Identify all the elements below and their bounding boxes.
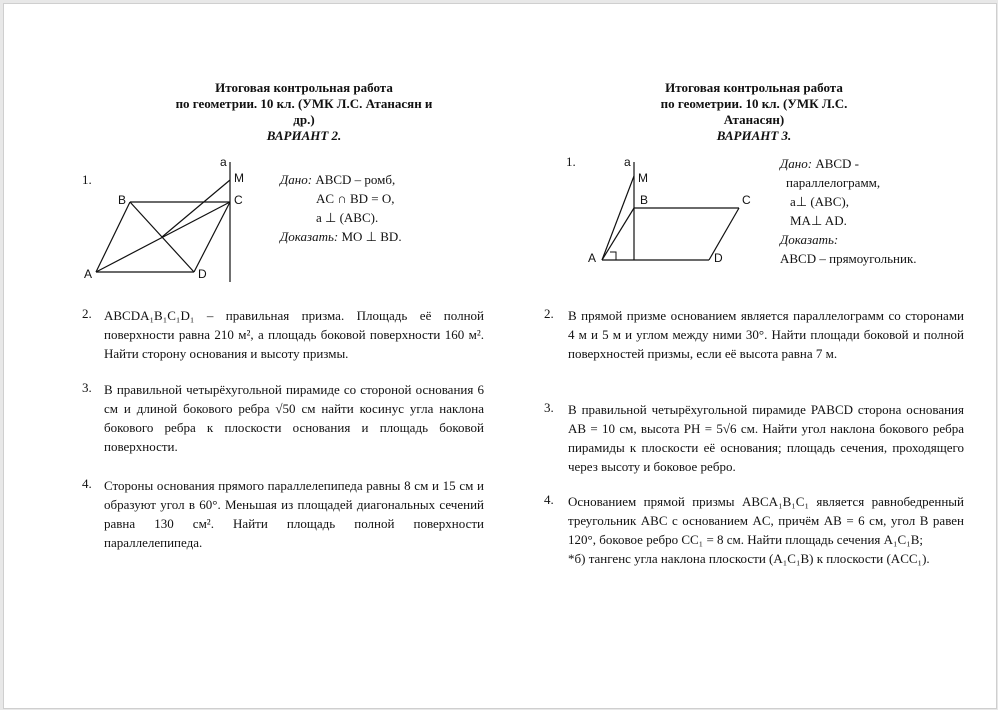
left-given-line3: a ⊥ (ABC).: [316, 210, 379, 225]
right-task3-text: В правильной четырёхугольной пирамиде PABCD сторона основания AB = 10 см, высота PH = 5√6 см. Найти угол наклона бокового ребра пирамиды к плоскости её основания; площадь сечения, проходящего через высоту и боковое ребро.: [568, 402, 964, 474]
right-given-line3: a⊥ (ABC),: [790, 194, 849, 209]
right-given-line2: параллелограмм,: [786, 175, 881, 190]
left-prove-text: MO ⊥ BD.: [341, 229, 402, 244]
label-m: M: [234, 171, 244, 185]
right-task1-number: 1.: [566, 154, 576, 169]
left-given-line1: ABCD – ромб,: [315, 172, 396, 187]
label-a-vertex: A: [84, 267, 93, 281]
label-d: D: [198, 267, 207, 281]
side-ab: [602, 208, 634, 260]
label-b: B: [640, 193, 649, 207]
left-header: [174, 80, 434, 144]
right-prove-text: ABCD – прямоугольник.: [780, 251, 917, 266]
segment-ma: [602, 176, 634, 260]
side-ab: [96, 202, 130, 272]
left-rhombus-figure: [82, 152, 262, 284]
left-prove-label: Доказать:: [280, 229, 339, 244]
left-given-block: [280, 170, 430, 246]
left-task4-number: 4.: [82, 476, 92, 491]
label-a: a: [220, 155, 227, 169]
right-prove-label: Доказать:: [780, 232, 839, 247]
left-variant: ВАРИАНТ 2.: [266, 128, 342, 143]
right-task4-extra: *б) тангенс угла наклона плоскости (A₁C₁B) к плоскости (ACC₁).: [568, 551, 930, 566]
label-m: M: [638, 171, 648, 185]
left-task2-text: ABCDA₁B₁C₁D₁ – правильная призма. Площадь её полной поверхности равна 210 м², а площадь боковой поверхности 160 м². Найти сторону основания и высоту призмы.: [104, 308, 484, 361]
right-given-line4: MA⊥ AD.: [790, 213, 847, 228]
left-task3-number: 3.: [82, 380, 92, 395]
left-task3-text: В правильной четырёхугольной пирамиде со стороной основания 6 см и длиной бокового ребра √50 см найти косинус угла наклона бокового ребра к плоскости основания и площадь боковой поверхности.: [104, 382, 484, 454]
right-task2-number: 2.: [544, 306, 554, 321]
diag-ac: [96, 202, 230, 272]
left-given-line2: AC ∩ BD = O,: [316, 191, 395, 206]
label-b: B: [118, 193, 127, 207]
right-task4-number: 4.: [544, 492, 554, 507]
left-title-line1: Итоговая контрольная работа: [215, 80, 393, 95]
right-given-line1: ABCD -: [815, 156, 860, 171]
label-d: D: [714, 251, 723, 265]
side-cd: [194, 202, 230, 272]
right-angle-mark: [610, 252, 616, 260]
right-parallelogram-figure: [584, 152, 754, 272]
label-c: C: [742, 193, 751, 207]
label-a: a: [624, 155, 631, 169]
label-c: C: [234, 193, 243, 207]
right-title-line1: Итоговая контрольная работа: [665, 80, 843, 95]
worksheet-page: [3, 3, 997, 709]
right-given-label: Дано:: [780, 156, 813, 171]
right-task4-text: [568, 492, 964, 568]
right-given-block: [780, 154, 980, 268]
right-variant: ВАРИАНТ 3.: [716, 128, 792, 143]
right-title-line2: по геометрии. 10 кл. (УМК Л.С. Атанасян): [660, 96, 848, 127]
left-task2-number: 2.: [82, 306, 92, 321]
right-header: [634, 80, 874, 144]
right-task3-number: 3.: [544, 400, 554, 415]
left-task4-text: Стороны основания прямого параллелепипеда равны 8 см и 15 см и образуют угол в 60°. Меньшая из площадей диагональных сечений равна 130 см². Найти площадь полной поверхности параллелепипеда.: [104, 478, 484, 550]
left-title-line2: по геометрии. 10 кл. (УМК Л.С. Атанасян и др.): [175, 96, 433, 127]
left-given-label: Дано:: [280, 172, 313, 187]
left-task1-number: 1.: [82, 172, 92, 187]
segment-mo: [162, 180, 230, 237]
right-task2-text: В прямой призме основанием является параллелограмм со сторонами 4 м и 5 м и углом между ними 30°. Найти площади боковой и полной поверхностей призмы, если её высота равна 7 м.: [568, 308, 964, 361]
right-task4-main: Основанием прямой призмы ABCA₁B₁C₁ является равнобедренный треугольник ABC с основанием AC, причём AB = 6 см, угол B равен 120°, боковое ребро CC₁ = 8 см. Найти площадь сечения A₁C₁B;: [568, 494, 964, 547]
label-a-vertex: A: [588, 251, 597, 265]
